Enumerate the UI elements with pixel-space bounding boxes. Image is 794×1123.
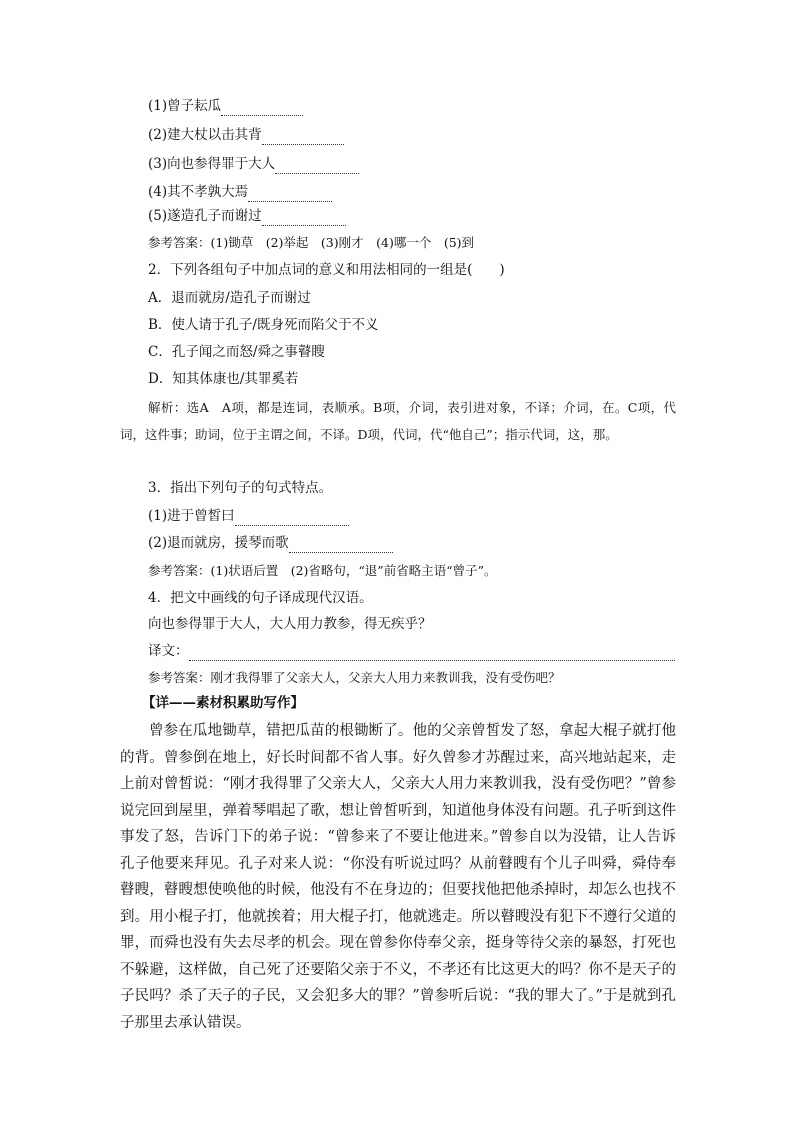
q1-item-1: (1)曾子耘瓜 bbox=[148, 96, 303, 116]
q3-item-1: (1)进于曾皙曰 bbox=[148, 506, 349, 526]
section-title: 【详——素材积累助写作】 bbox=[142, 695, 304, 711]
answer-blank bbox=[262, 211, 346, 226]
q2-option-b: B．使人请于孔子/既身死而陷父于不义 bbox=[148, 317, 379, 333]
q3-answer: 参考答案：(1)状语后置 (2)省略句，“退”前省略主语“曾子”。 bbox=[148, 563, 497, 578]
passage-text: 曾参在瓜地锄草，错把瓜苗的根锄断了。他的父亲曾皙发了怒，拿起大棍子就打他的背。曾参倒在地上，好长时间都不省人事。好久曾参才苏醒过来，高兴地站起来，走上前对曾皙说：“刚才我得罪了父亲大人，父亲大人用力来教训我，没有受伤吧？”曾参说完回到屋里，弹着琴唱起了歌，想让曾皙听到，知道他身体没有问题。孔子听到这件事发了怒，告诉门下的弟子说：“曾参来了不要让他进来。”曾参自以为没错，让人告诉孔子他要来拜见。孔子对来人说：“你没有听说过吗？从前瞽瞍有个儿子叫舜，舜侍奉瞽瞍，瞽瞍想使唤他的时候，他没有不在身边的；但要找他把他杀掉时，却怎么也找不到。用小棍子打，他就挨着；用大棍子打，他就逃走。所以瞽瞍没有犯下不遵行父道的罪，而舜也没有失去尽孝的机会。现在曾参你侍奉父亲，挺身等待父亲的暴怒，打死也不躲避，这样做，自己死了还要陷父亲于不义，不孝还有比这更大的吗？你不是天子的子民吗？杀了天子的子民，又会犯多大的罪？”曾参听后说：“我的罪大了。”于是就到孔子那里去承认错误。 bbox=[120, 723, 676, 1031]
answer-blank bbox=[262, 130, 344, 145]
answer-blank bbox=[221, 101, 303, 116]
translation-blank bbox=[189, 646, 675, 661]
q2-analysis: 解析：选A A项，都是连词，表顺承。B项，介词，表引进对象，不译；介词，在。C项，代词，这件事；助词，位于主谓之间，不译。D项，代词，代“他自己”；指示代词，这，那。 bbox=[120, 400, 676, 442]
q4-sentence: 向也参得罪于大人，大人用力教参，得无疾乎？ bbox=[148, 616, 432, 632]
q2-option-a: A．退而就房/造孔子而谢过 bbox=[148, 290, 311, 306]
q1-item-4: (4)其不孝孰大焉 bbox=[148, 182, 332, 202]
q3-stem: 3．指出下列句子的句式特点。 bbox=[148, 480, 333, 496]
answer-blank bbox=[235, 511, 349, 526]
q1-answer: 参考答案：(1)锄草 (2)举起 (3)刚才 (4)哪一个 (5)到 bbox=[148, 235, 475, 250]
q2-stem: 2．下列各组句子中加点词的意义和用法相同的一组是( ) bbox=[148, 262, 505, 278]
q4-answer: 参考答案：刚才我得罪了父亲大人，父亲大人用力来教训我，没有受伤吧？ bbox=[148, 670, 561, 685]
q1-item-2: (2)建大杖以击其背 bbox=[148, 125, 344, 145]
answer-blank bbox=[275, 159, 359, 174]
q1-item-3: (3)向也参得罪于大人 bbox=[148, 154, 359, 174]
answer-blank bbox=[289, 538, 393, 553]
q2-option-c: C．孔子闻之而怒/舜之事瞽瞍 bbox=[148, 344, 325, 360]
q4-stem: 4．把文中画线的句子译成现代汉语。 bbox=[148, 590, 373, 606]
q4-translation-line: 译文： bbox=[148, 641, 675, 661]
q1-item-5: (5)遂造孔子而谢过 bbox=[148, 206, 346, 226]
q3-item-2: (2)退而就房，援琴而歌 bbox=[148, 533, 393, 553]
answer-blank bbox=[248, 187, 332, 202]
q2-option-d: D．知其体康也/其罪奚若 bbox=[148, 371, 299, 387]
